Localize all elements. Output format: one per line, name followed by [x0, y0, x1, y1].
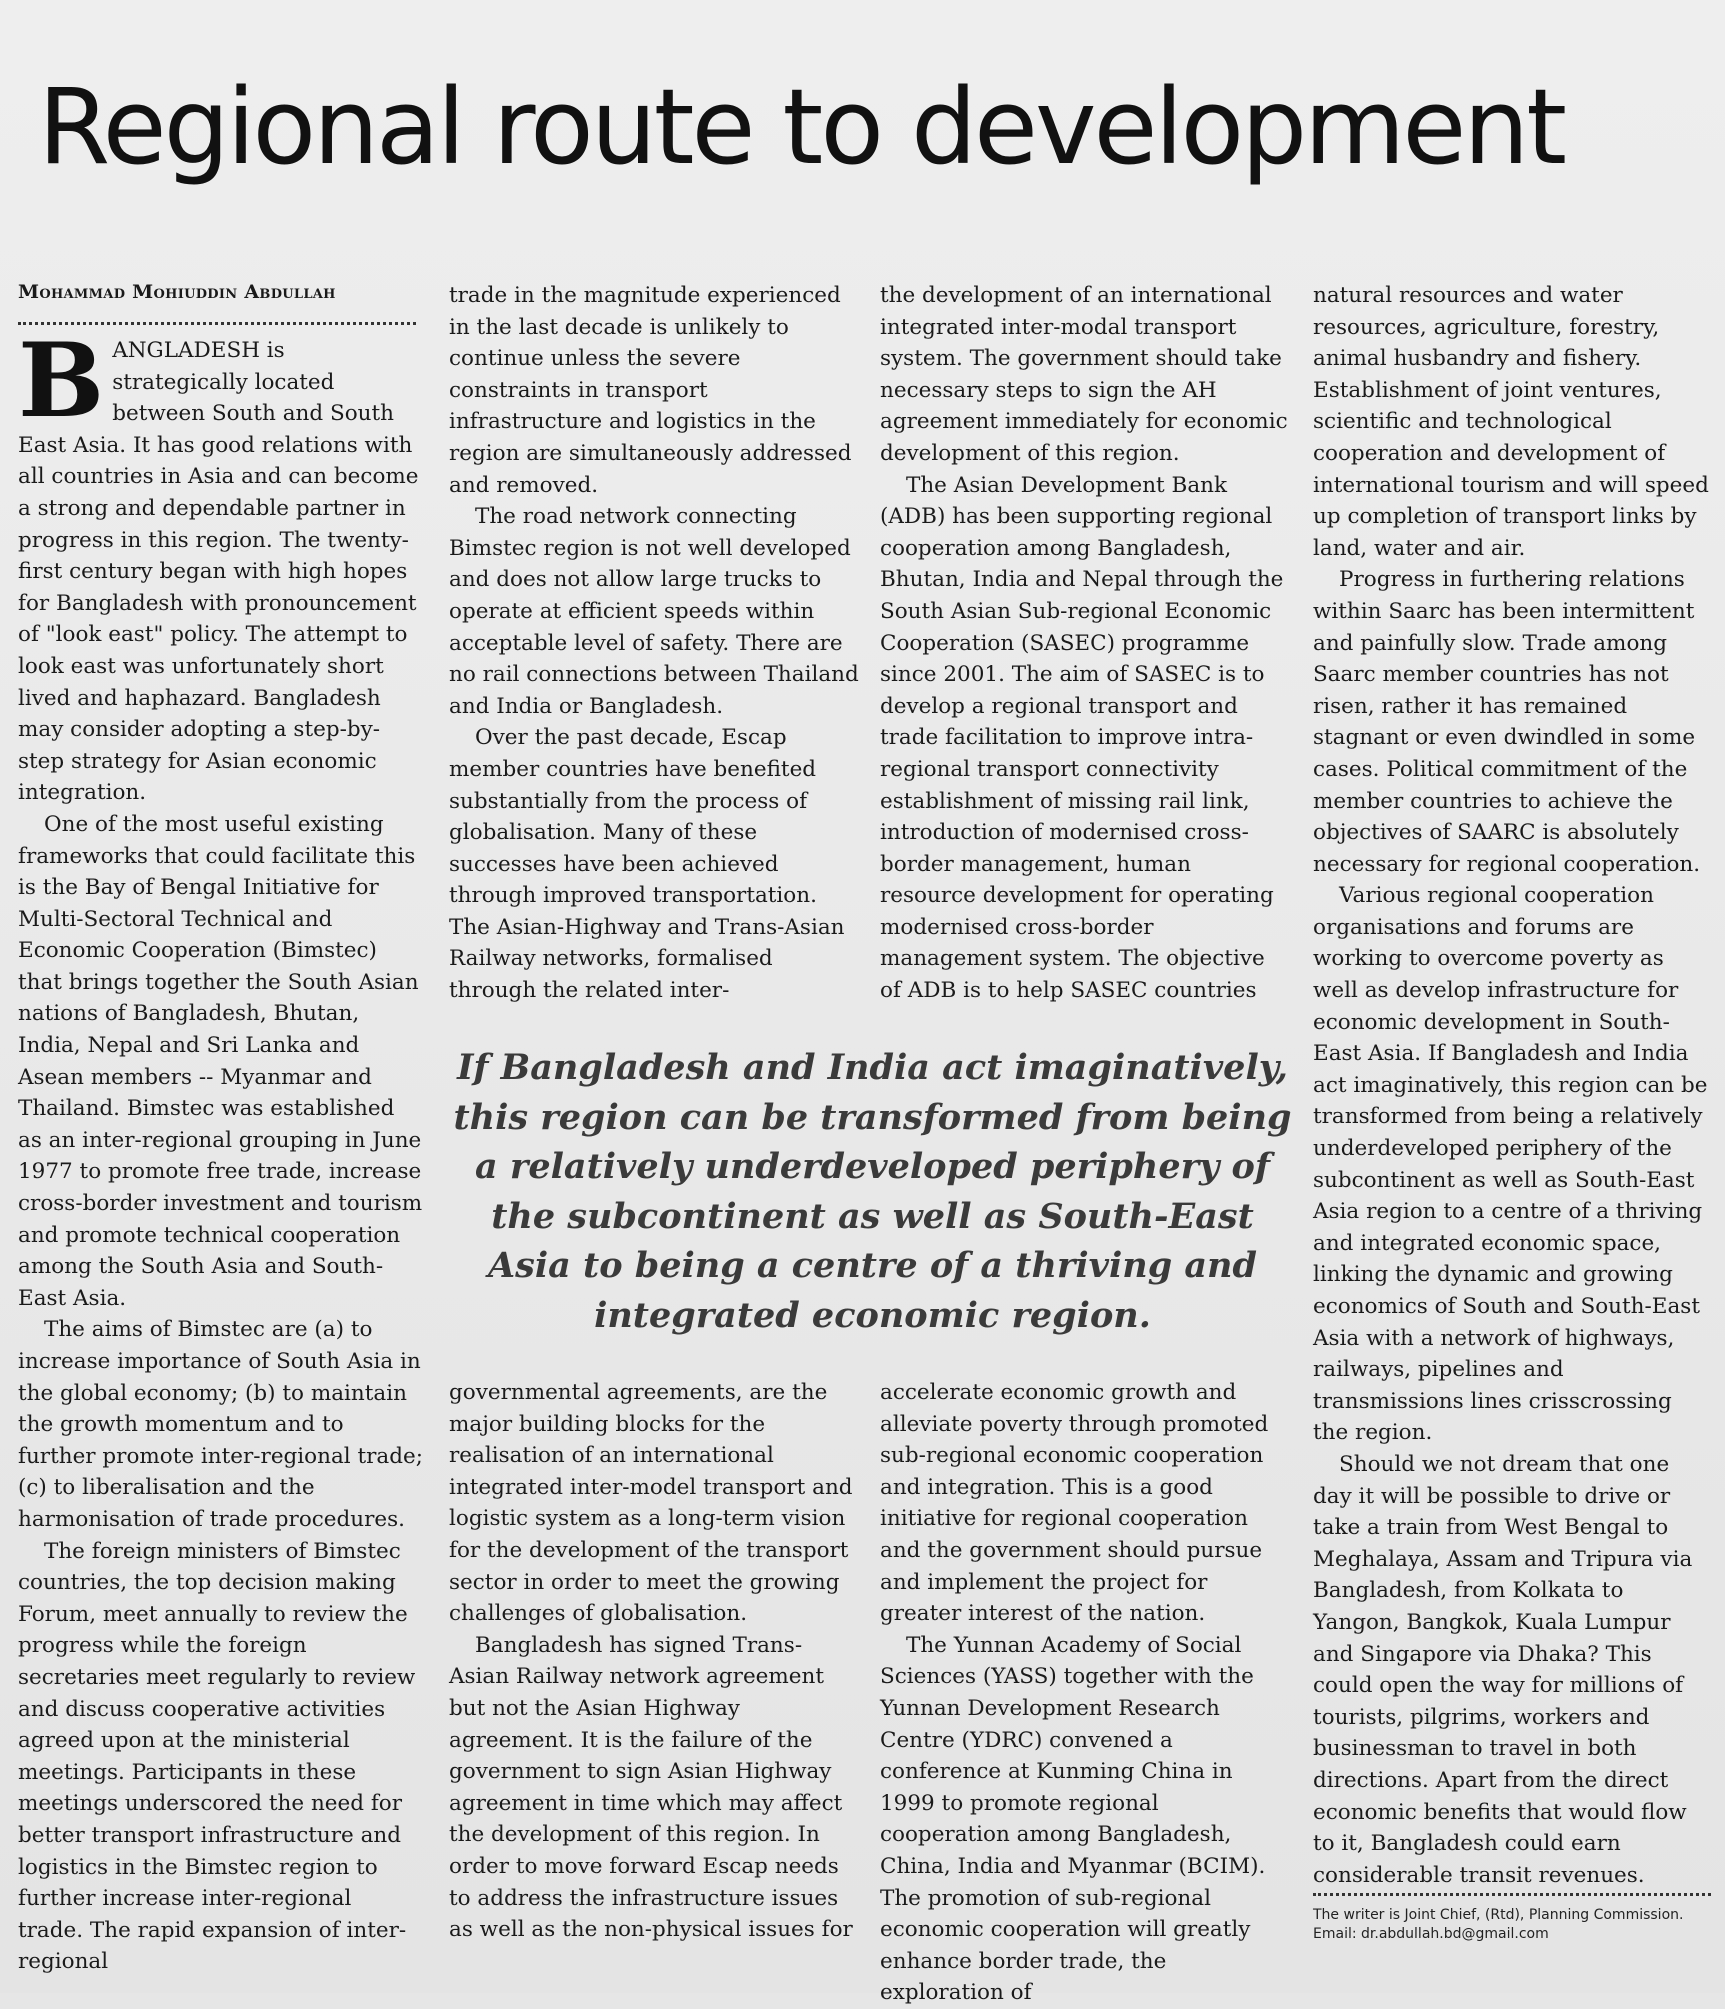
paragraph: Various regional cooperation organisations and forums are working to overcome poverty as well as develop infrastructure for economic development in South-East Asia. If Bangladesh and India act imaginatively, this region can be transformed from being a relatively underdeveloped periphery of the subcontinent as well as South-East Asia region to a centre of a thriving and integrated economic space, linking the dynamic and growing economics of South and South-East Asia with a network of highways, railways, pipelines and transmissions lines crisscrossing the region.	[1313, 883, 1708, 1446]
article-column-4	[1313, 280, 1713, 1888]
paragraph	[18, 321, 423, 809]
article-column-1	[18, 321, 423, 1975]
paragraph: trade in the magnitude experienced in the last decade is unlikely to continue unless the severe constraints in transport infrastructure and logistics in the region are simultaneously addressed and removed.	[449, 283, 852, 498]
paragraph: accelerate economic growth and alleviate poverty through promoted sub-regional economic cooperation and integration. This is a good initiative for regional cooperation and the government should pursue and implement the project for greater interest of the nation.	[880, 1380, 1269, 1627]
article-column-2-bottom	[449, 1377, 859, 1977]
paragraph: The Yunnan Academy of Social Sciences (YASS) together with the Yunnan Development Research Centre (YDRC) convened a conference at Kunming China in 1999 to promote regional cooperation among Bangladesh, China, India and Myanmar (BCIM). The promotion of sub-regional economic cooperation will greatly enhance border trade, the exploration of	[880, 1632, 1266, 2006]
footnote-divider	[1313, 1893, 1711, 1896]
byline: Mohammad Mohiuddin Abdullah	[18, 281, 336, 303]
paragraph: natural resources and water resources, agriculture, forestry, animal husbandry and fishery. Establishment of joint ventures, scientific and technological cooperation and development of international tourism and will speed up completion of transport links by land, water and air.	[1313, 283, 1709, 561]
paragraph: One of the most useful existing frameworks that could facilitate this is the Bay of Bengal Initiative for Multi-Sectoral Technical and Economic Cooperation (Bimstec) that brings together the South Asian nations of Bangladesh, Bhutan, India, Nepal and Sri Lanka and Asean members -- Myanmar and Thailand. Bimstec was established as an inter-regional grouping in June 1977 to promote free trade, increase cross-border investment and tourism and promote technical cooperation among the South Asia and South-East Asia.	[18, 811, 423, 1311]
author-note: The writer is Joint Chief, (Rtd), Planning Commission.	[1313, 1907, 1684, 1923]
article-column-3-top	[880, 280, 1290, 1020]
headline: Regional route to development	[38, 66, 1565, 188]
paragraph: Progress in furthering relations within Saarc has been intermittent and painfully slow. Trade among Saarc member countries has not risen, rather it has remained stagnant or even dwindled in some cases. Political commitment of the member countries to achieve the objectives of SAARC is absolutely necessary for regional cooperation.	[1313, 567, 1701, 877]
author-footnote	[1313, 1906, 1713, 1944]
pull-quote: If Bangladesh and India act imaginatively, this region can be transformed from being a relatively underdeveloped periphery of the subcontinent as well as South-East Asia to being a centre of a thriving and integrated economic region.	[453, 1047, 1292, 1336]
paragraph: Bangladesh has signed Trans-Asian Railway network agreement but not the Asian Highway agreement. It is the failure of the government to sign Asian Highway agreement in time which may affect the development of this region. In order to move forward Escap needs to address the infrastructure issues as well as the non-physical issues for	[449, 1632, 853, 1943]
paragraph: the development of an international integrated inter-modal transport system. The government should take necessary steps to sign the AH agreement immediately for economic development of this region.	[880, 283, 1288, 466]
paragraph: The Asian Development Bank (ADB) has been supporting regional cooperation among Bangladesh, Bhutan, India and Nepal through the South Asian Sub-regional Economic Cooperation (SASEC) programme since 2001. The aim of SASEC is to develop a regional transport and trade facilitation to improve intra-regional transport connectivity establishment of missing rail link, introduction of modernised cross-border management, human resource development for operating modernised cross-border management system. The objective of ADB is to help SASEC countries	[880, 472, 1284, 1004]
article-column-3-bottom	[880, 1377, 1290, 2006]
paragraph: Should we not dream that one day it will be possible to drive or take a train from West Bengal to Meghalaya, Assam and Tripura via Bangladesh, from Kolkata to Yangon, Bangkok, Kuala Lumpur and Singapore via Dhaka? This could open the way for millions of tourists, pilgrims, workers and businessman to travel in both directions. Apart from the direct economic benefits that would flow to it, Bangladesh could earn considerable transit revenues.	[1313, 1451, 1693, 1888]
paragraph-text: ANGLADESH is strategically located between South and South East Asia. It has good relations with all countries in Asia and can become a strong and dependable partner in progress in this region. The twenty-first century began with high hopes for Bangladesh with pronouncement of "look east" policy. The attempt to look east was unfortunately short lived and haphazard. Bangladesh may consider adopting a step-by-step strategy for Asian economic integration.	[18, 338, 419, 806]
paragraph: Over the past decade, Escap member countries have benefited substantially from the process of globalisation. Many of these successes have been achieved through improved transportation. The Asian-Highway and Trans-Asian Railway networks, formalised through the related inter-	[449, 725, 845, 1004]
drop-cap: B	[18, 321, 105, 441]
paragraph: The aims of Bimstec are (a) to increase importance of South Asia in the global economy; (b) to maintain the growth momentum and to further promote inter-regional trade; (c) to liberalisation and the harmonisation of trade procedures.	[18, 1317, 423, 1532]
paragraph: governmental agreements, are the major building blocks for the realisation of an international integrated inter-model transport and logistic system as a long-term vision for the development of the transport sector in order to meet the growing challenges of globalisation.	[449, 1380, 853, 1627]
article-column-2-top	[449, 280, 859, 1020]
paragraph: The road network connecting Bimstec region is not well developed and does not allow large trucks to operate at efficient speeds within acceptable level of safety. There are no rail connections between Thailand and India or Bangladesh.	[449, 504, 859, 719]
paragraph: The foreign ministers of Bimstec countries, the top decision making Forum, meet annually to review the progress while the foreign secretaries meet regularly to review and discuss cooperative activities agreed upon at the ministerial meetings. Participants in these meetings underscored the need for better transport infrastructure and logistics in the Bimstec region to further increase inter-regional trade. The rapid expansion of inter-regional	[18, 1538, 416, 1975]
author-email: Email: dr.abdullah.bd@gmail.com	[1313, 1926, 1549, 1942]
